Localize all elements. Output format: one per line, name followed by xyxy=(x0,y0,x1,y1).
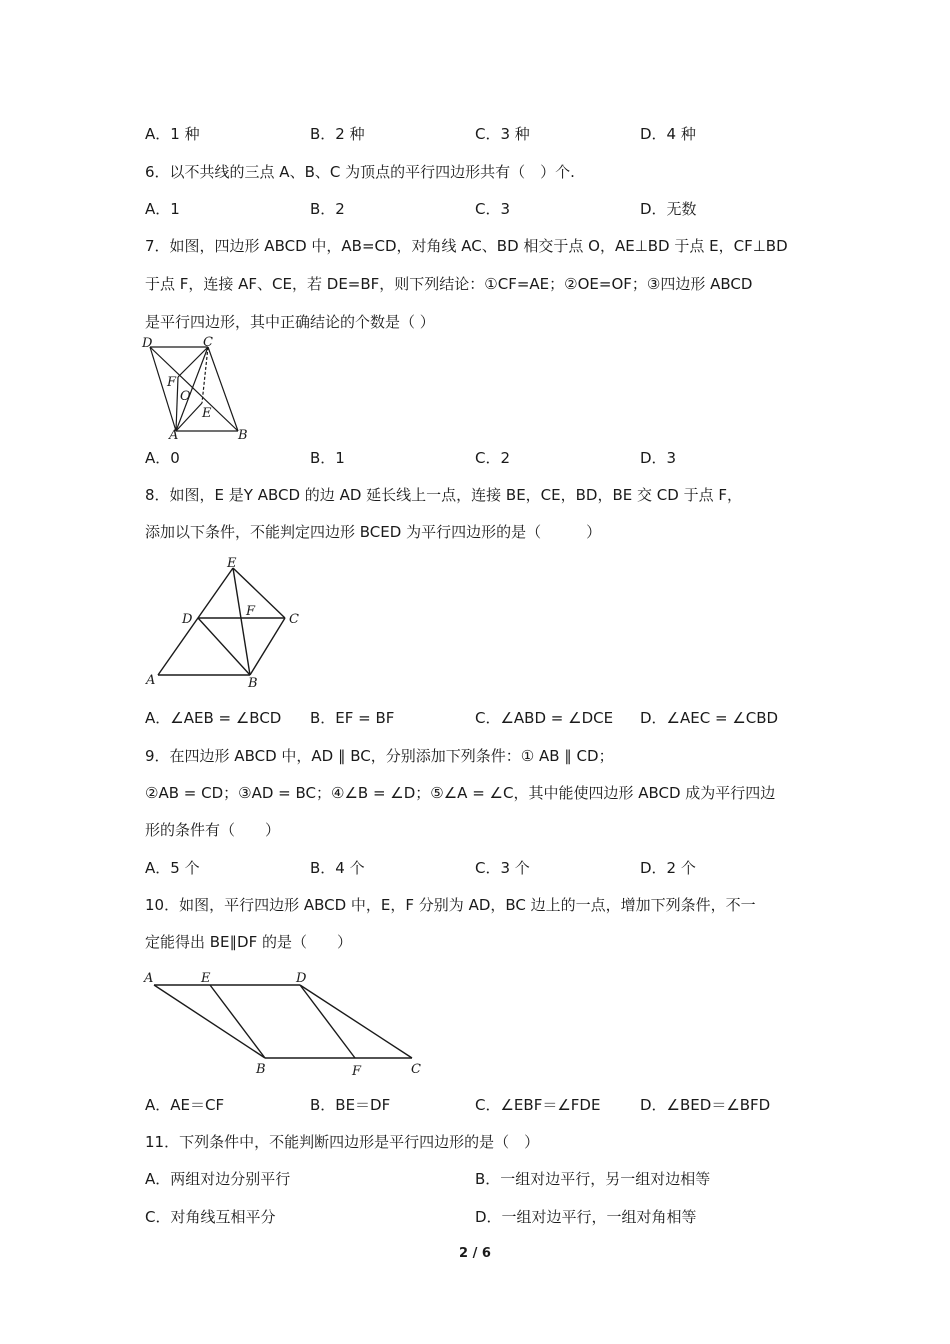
q10-text-line2: 定能得出 BE∥DF 的是（ ） xyxy=(145,933,352,951)
q8-label-d: D xyxy=(182,612,193,627)
q11-option-a: A．两组对边分别平行 xyxy=(145,1170,291,1188)
q7-option-d: D．3 xyxy=(640,449,677,467)
q6-option-a: A．1 xyxy=(145,200,180,218)
q5-option-a: A．1 种 xyxy=(145,125,200,143)
q11-options-row2 xyxy=(145,1206,845,1228)
q10-label-f: F xyxy=(352,1064,362,1079)
q9-options xyxy=(145,857,845,879)
q11-option-d: D．一组对边平行，一组对角相等 xyxy=(475,1208,697,1226)
q10-text-line1: 10．如图，平行四边形 ABCD 中，E，F 分别为 AD，BC 边上的一点，增加下列条件，不一 xyxy=(145,896,756,914)
q7-text-line1: 7．如图，四边形 ABCD 中，AB=CD，对角线 AC、BD 相交于点 O，AE⊥BD 于点 E，CF⊥BD xyxy=(145,237,788,255)
q11-option-c: C．对角线互相平分 xyxy=(145,1208,276,1226)
q6-text: 6．以不共线的三点 A、B、C 为顶点的平行四边形共有（ ）个. xyxy=(145,163,575,181)
q7-option-a: A．0 xyxy=(145,449,180,467)
q9-option-d: D．2 个 xyxy=(640,859,696,877)
q11-option-b: B．一组对边平行，另一组对边相等 xyxy=(475,1170,711,1188)
q8-option-a: A．∠AEB = ∠BCD xyxy=(145,709,282,727)
q10-label-d: D xyxy=(296,971,307,986)
q7-label-a: A xyxy=(169,428,179,443)
q6-option-d: D．无数 xyxy=(640,200,697,218)
q7-option-b: B．1 xyxy=(310,449,345,467)
q8-figure xyxy=(140,555,320,690)
q5-option-c: C．3 种 xyxy=(475,125,530,143)
q10-option-a: A．AE＝CF xyxy=(145,1096,225,1114)
q7-option-c: C．2 xyxy=(475,449,511,467)
q10-label-e: E xyxy=(201,971,211,986)
q10-options xyxy=(145,1094,845,1116)
q9-option-c: C．3 个 xyxy=(475,859,530,877)
q8-label-c: C xyxy=(289,612,299,627)
q9-text-line2: ②AB = CD；③AD = BC；④∠B = ∠D；⑤∠A = ∠C，其中能使四边形 ABCD 成为平行四边 xyxy=(145,784,776,802)
q8-option-c: C．∠ABD = ∠DCE xyxy=(475,709,614,727)
q7-text-line3: 是平行四边形，其中正确结论的个数是（ ） xyxy=(145,313,435,331)
q8-options xyxy=(145,707,845,729)
q11-options-row1 xyxy=(145,1168,845,1190)
q9-option-a: A．5 个 xyxy=(145,859,200,877)
q10-option-d: D．∠BED＝∠BFD xyxy=(640,1096,771,1114)
q9-option-b: B．4 个 xyxy=(310,859,365,877)
page-number: 2 / 6 xyxy=(459,1246,491,1261)
q6-options xyxy=(145,198,845,220)
q9-text-line1: 9．在四边形 ABCD 中，AD ∥ BC，分别添加下列条件：① AB ∥ CD； xyxy=(145,747,614,765)
q7-label-o: O xyxy=(180,389,191,404)
q8-text-line1: 8．如图，E 是Y ABCD 的边 AD 延长线上一点，连接 BE，CE，BD，BE 交 CD 于点 F， xyxy=(145,486,742,504)
q7-label-d: D xyxy=(142,336,153,351)
q8-label-f: F xyxy=(246,604,256,619)
q10-figure xyxy=(140,965,440,1080)
q10-label-b: B xyxy=(256,1062,266,1077)
q7-label-c: C xyxy=(203,335,213,350)
q8-label-e: E xyxy=(227,556,237,571)
q10-label-c: C xyxy=(411,1062,421,1077)
q7-label-e: E xyxy=(202,406,212,421)
q8-option-b: B．EF = BF xyxy=(310,709,395,727)
q8-label-a: A xyxy=(146,673,156,688)
q5-option-b: B．2 种 xyxy=(310,125,365,143)
q7-label-b: B xyxy=(238,428,248,443)
q7-figure xyxy=(140,335,260,445)
q9-text-line3: 形的条件有（ ） xyxy=(145,821,281,839)
q6-option-c: C．3 xyxy=(475,200,511,218)
q8-option-d: D．∠AEC = ∠CBD xyxy=(640,709,779,727)
q7-options xyxy=(145,447,845,469)
q10-label-a: A xyxy=(144,971,154,986)
q6-option-b: B．2 xyxy=(310,200,345,218)
q5-option-d: D．4 种 xyxy=(640,125,696,143)
q7-text-line2: 于点 F，连接 AF、CE，若 DE=BF，则下列结论：①CF=AE；②OE=OF；③四边形 ABCD xyxy=(145,275,753,293)
q8-text-line2: 添加以下条件，不能判定四边形 BCED 为平行四边形的是（ ） xyxy=(145,523,602,541)
q7-label-f: F xyxy=(167,375,177,390)
q8-label-b: B xyxy=(248,676,258,690)
q10-option-c: C．∠EBF＝∠FDE xyxy=(475,1096,601,1114)
q10-option-b: B．BE＝DF xyxy=(310,1096,391,1114)
q11-text: 11．下列条件中，不能判断四边形是平行四边形的是（ ） xyxy=(145,1133,540,1151)
q5-options xyxy=(145,123,845,145)
